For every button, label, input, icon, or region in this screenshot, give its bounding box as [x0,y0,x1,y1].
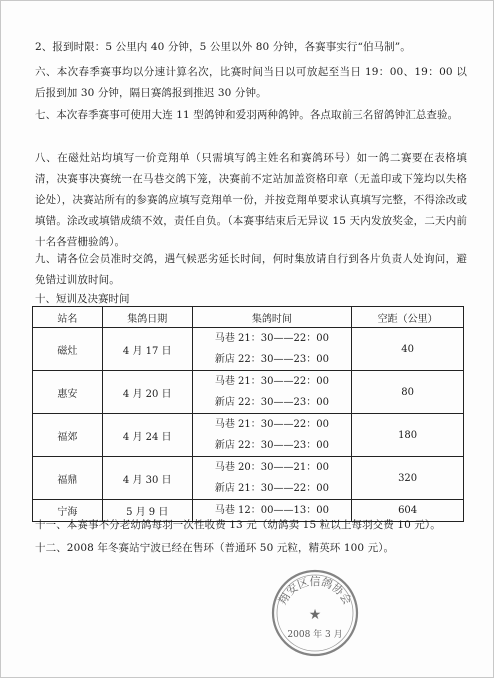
time-line: 马巷 12：00——13：00 [214,505,329,516]
svg-text:2008 年 3 月: 2008 年 3 月 [287,630,343,640]
station-cell: 磁灶 [33,328,103,371]
schedule-table [32,306,464,522]
time-line: 新店 22：30——23：00 [214,397,329,408]
station-cell: 惠安 [33,371,103,414]
table-row [33,371,464,414]
time-cell [192,328,352,371]
paragraph-11-fee: 十一、本赛事不分老幼鸽每羽一次性收费 13 元（幼鸽卖 15 粒以上每羽交费 10 元）。 [35,519,441,531]
station-cell: 福鼎 [33,457,103,500]
time-line: 马巷 21：30——22：00 [214,419,329,430]
paragraph-arrival-limit: 2、报到时限：5 公里内 40 分钟，5 公里以外 80 分钟，各赛事实行“伯马制”。 [35,41,411,53]
svg-text:★: ★ [308,607,322,623]
time-line: 新店 21：30——22：00 [214,483,329,494]
paragraph-9-delivery: 九、请各位会员准时交鸽，遇气候恶劣延长时间，何时集放请自行到各片负责人处询问，避免错过训放时间。 [35,253,467,286]
distance-cell: 40 [352,328,464,371]
time-cell [192,414,352,457]
paragraph-7-clocks: 七、本次春季赛事可使用大连 11 型鸽钟和爱羽两种鸽钟。各点取前三名留鸽钟汇总查验。 [35,109,459,121]
header-distance: 空距（公里） [352,307,464,328]
paragraph-8-race-form: 八、在磁灶站均填写一价竞翔单（只需填写鸽主姓名和赛鸽环号）如一鸽二赛要在表格填清，决赛事决赛统一在马巷交鸽下笼，决赛前不定站加盖资格印章（无盖印或下笼均以失格论处），决赛站所有的参赛鸽应填写竞翔单一份，并按竞翔单要求认真填写完整，不得涂改或填错。涂改或填错成绩不效，责任自负。（本赛事结束后无异议 15 天内发放奖金，二天内前十名各营栅验鸽）。 [35,152,467,248]
station-cell: 福郊 [33,414,103,457]
table-row [33,328,464,371]
time-cell [192,457,352,500]
station-cell: 宁海 [33,500,103,522]
header-time: 集鸽时间 [192,307,352,328]
distance-cell: 320 [352,457,464,500]
header-date: 集鸽日期 [102,307,192,328]
time-line: 新店 22：30——23：00 [214,440,329,451]
distance-cell: 80 [352,371,464,414]
header-station: 站名 [33,307,103,328]
date-cell: 4 月 17 日 [102,328,192,371]
section-heading-schedule: 十、短训及决赛时间 [35,293,130,305]
table-row [33,457,464,500]
table-row [33,414,464,457]
time-line: 新店 22：30——23：00 [214,354,329,365]
paragraph-12-winter-rings: 十二、2008 年冬赛站宁波已经在售环（普通环 50 元粒，精英环 100 元）。 [35,542,395,554]
svg-text:翔安区信鸽协会: 翔安区信鸽协会 [276,575,354,607]
date-cell: 4 月 24 日 [102,414,192,457]
time-cell [192,371,352,414]
distance-cell: 180 [352,414,464,457]
date-cell: 4 月 30 日 [102,457,192,500]
distance-cell: 604 [352,500,464,522]
time-line: 马巷 21：30——22：00 [214,376,329,387]
date-cell: 4 月 20 日 [102,371,192,414]
table-header-row [33,307,464,328]
paragraph-6-ranking: 六、本次春季赛事均以分速计算名次，比赛时间当日以可放起至当日 19：00、19：00 以后报到加 30 分钟，隔日赛鸽报到推迟 30 分钟。 [35,66,467,99]
date-cell: 5 月 9 日 [102,500,192,522]
time-line: 马巷 20：30——21：00 [214,462,329,473]
time-line: 马巷 21：30——22：00 [214,333,329,344]
association-seal-stamp [269,567,361,659]
